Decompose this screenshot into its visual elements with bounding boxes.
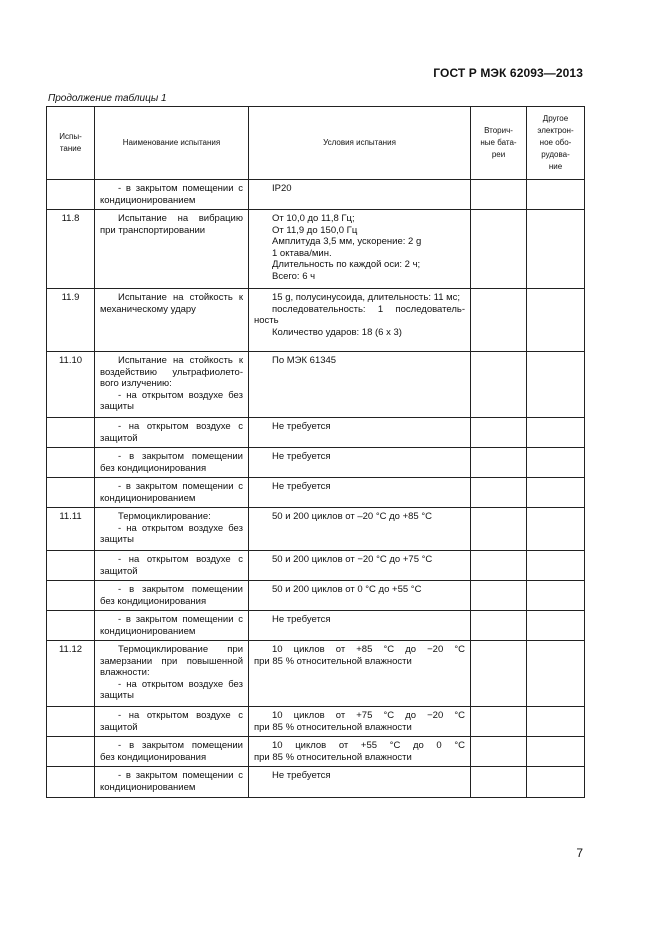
secondary-batteries-cell xyxy=(471,611,527,641)
secondary-batteries-cell xyxy=(471,210,527,289)
test-name: - на открытом воздухе с защитой xyxy=(95,551,249,581)
secondary-batteries-cell xyxy=(471,418,527,448)
secondary-batteries-cell xyxy=(471,478,527,508)
test-conditions: IP20 xyxy=(249,180,471,210)
test-name: - в закрытом помещении с кондиционированием xyxy=(95,611,249,641)
test-number: 11.12 xyxy=(47,641,95,707)
table-row xyxy=(47,641,585,707)
test-conditions: Не требуется xyxy=(249,478,471,508)
test-conditions: 50 и 200 циклов от 0 °С до +55 °С xyxy=(249,581,471,611)
table-row xyxy=(47,737,585,767)
table-row xyxy=(47,210,585,289)
test-name: - в закрытом помещении с кондиционированием xyxy=(95,767,249,798)
test-name: - в закрытом помещении без кондиционирования xyxy=(95,737,249,767)
other-equipment-cell xyxy=(527,448,585,478)
test-name: - в закрытом помещении без кондиционирования xyxy=(95,448,249,478)
secondary-batteries-cell xyxy=(471,581,527,611)
test-conditions: 10 циклов от +75 °С до −20 °С при 85 % относительной влажности xyxy=(249,707,471,737)
secondary-batteries-cell xyxy=(471,551,527,581)
page-number: 7 xyxy=(576,846,583,860)
test-number xyxy=(47,418,95,448)
test-name: Испытание на стойкость к воздействию ультрафиолето-вого излучению: - на открытом воздухе без защиты xyxy=(95,352,249,418)
table-row xyxy=(47,581,585,611)
test-number xyxy=(47,707,95,737)
test-conditions: 50 и 200 циклов от −20 °С до +75 °С xyxy=(249,551,471,581)
secondary-batteries-cell xyxy=(471,352,527,418)
test-number xyxy=(47,448,95,478)
table-caption: Продолжение таблицы 1 xyxy=(48,93,167,104)
secondary-batteries-cell xyxy=(471,289,527,352)
table-header-row xyxy=(47,107,585,180)
col-header-secondary-batteries: Вторич- ные бата- реи xyxy=(471,107,527,180)
test-table xyxy=(46,106,585,798)
test-conditions: 15 g, полусинусоида, длительность: 11 мс; последовательность: 1 последователь-ность Количество ударов: 18 (6 х 3) xyxy=(249,289,471,352)
test-name: Термоциклирование при замерзании при повышенной влажности: - на открытом воздухе без защиты xyxy=(95,641,249,707)
secondary-batteries-cell xyxy=(471,508,527,551)
table-row xyxy=(47,180,585,210)
other-equipment-cell xyxy=(527,767,585,798)
other-equipment-cell xyxy=(527,478,585,508)
test-number xyxy=(47,581,95,611)
other-equipment-cell xyxy=(527,418,585,448)
test-number: 11.11 xyxy=(47,508,95,551)
col-header-test-no: Испы- тание xyxy=(47,107,95,180)
test-conditions: Не требуется xyxy=(249,611,471,641)
test-number: 11.9 xyxy=(47,289,95,352)
test-number xyxy=(47,478,95,508)
other-equipment-cell xyxy=(527,581,585,611)
table-row xyxy=(47,767,585,798)
test-name: - в закрытом помещении с кондиционированием xyxy=(95,180,249,210)
other-equipment-cell xyxy=(527,352,585,418)
test-conditions: От 10,0 до 11,8 Гц; От 11,9 до 150,0 Гц Амплитуда 3,5 мм, ускорение: 2 g 1 октава/мин. Длительность по каждой оси: 2 ч; Всего: 6 ч xyxy=(249,210,471,289)
table-row xyxy=(47,289,585,352)
table-row xyxy=(47,707,585,737)
secondary-batteries-cell xyxy=(471,767,527,798)
test-name: - на открытом воздухе с защитой xyxy=(95,418,249,448)
test-number xyxy=(47,767,95,798)
col-header-conditions: Условия испытания xyxy=(249,107,471,180)
table-row xyxy=(47,551,585,581)
test-name: Испытание на вибрацию при транспортировании xyxy=(95,210,249,289)
col-header-other-equipment: Другое электрон- ное обо- рудова- ние xyxy=(527,107,585,180)
secondary-batteries-cell xyxy=(471,180,527,210)
other-equipment-cell xyxy=(527,289,585,352)
table-row xyxy=(47,611,585,641)
table-row xyxy=(47,508,585,551)
other-equipment-cell xyxy=(527,707,585,737)
table-row xyxy=(47,478,585,508)
test-number xyxy=(47,180,95,210)
other-equipment-cell xyxy=(527,551,585,581)
table-row xyxy=(47,448,585,478)
test-name: Испытание на стойкость к механическому удару xyxy=(95,289,249,352)
col-header-test-name: Наименование испытания xyxy=(95,107,249,180)
secondary-batteries-cell xyxy=(471,707,527,737)
test-number: 11.8 xyxy=(47,210,95,289)
other-equipment-cell xyxy=(527,508,585,551)
test-name: - в закрытом помещении без кондиционирования xyxy=(95,581,249,611)
test-conditions: Не требуется xyxy=(249,448,471,478)
other-equipment-cell xyxy=(527,210,585,289)
test-name: Термоциклирование: - на открытом воздухе без защиты xyxy=(95,508,249,551)
other-equipment-cell xyxy=(527,641,585,707)
other-equipment-cell xyxy=(527,180,585,210)
test-conditions: 10 циклов от +85 °С до −20 °С при 85 % относительной влажности xyxy=(249,641,471,707)
test-conditions: Не требуется xyxy=(249,418,471,448)
test-number xyxy=(47,737,95,767)
test-conditions: По МЭК 61345 xyxy=(249,352,471,418)
test-name: - в закрытом помещении с кондиционированием xyxy=(95,478,249,508)
test-name: - на открытом воздухе с защитой xyxy=(95,707,249,737)
test-number: 11.10 xyxy=(47,352,95,418)
table-row xyxy=(47,352,585,418)
other-equipment-cell xyxy=(527,611,585,641)
test-number xyxy=(47,551,95,581)
secondary-batteries-cell xyxy=(471,737,527,767)
test-conditions: 10 циклов от +55 °С до 0 °С при 85 % относительной влажности xyxy=(249,737,471,767)
test-number xyxy=(47,611,95,641)
secondary-batteries-cell xyxy=(471,641,527,707)
other-equipment-cell xyxy=(527,737,585,767)
table-row xyxy=(47,418,585,448)
test-conditions: Не требуется xyxy=(249,767,471,798)
secondary-batteries-cell xyxy=(471,448,527,478)
test-conditions: 50 и 200 циклов от –20 °С до +85 °С xyxy=(249,508,471,551)
document-title: ГОСТ Р МЭК 62093—2013 xyxy=(433,66,583,80)
